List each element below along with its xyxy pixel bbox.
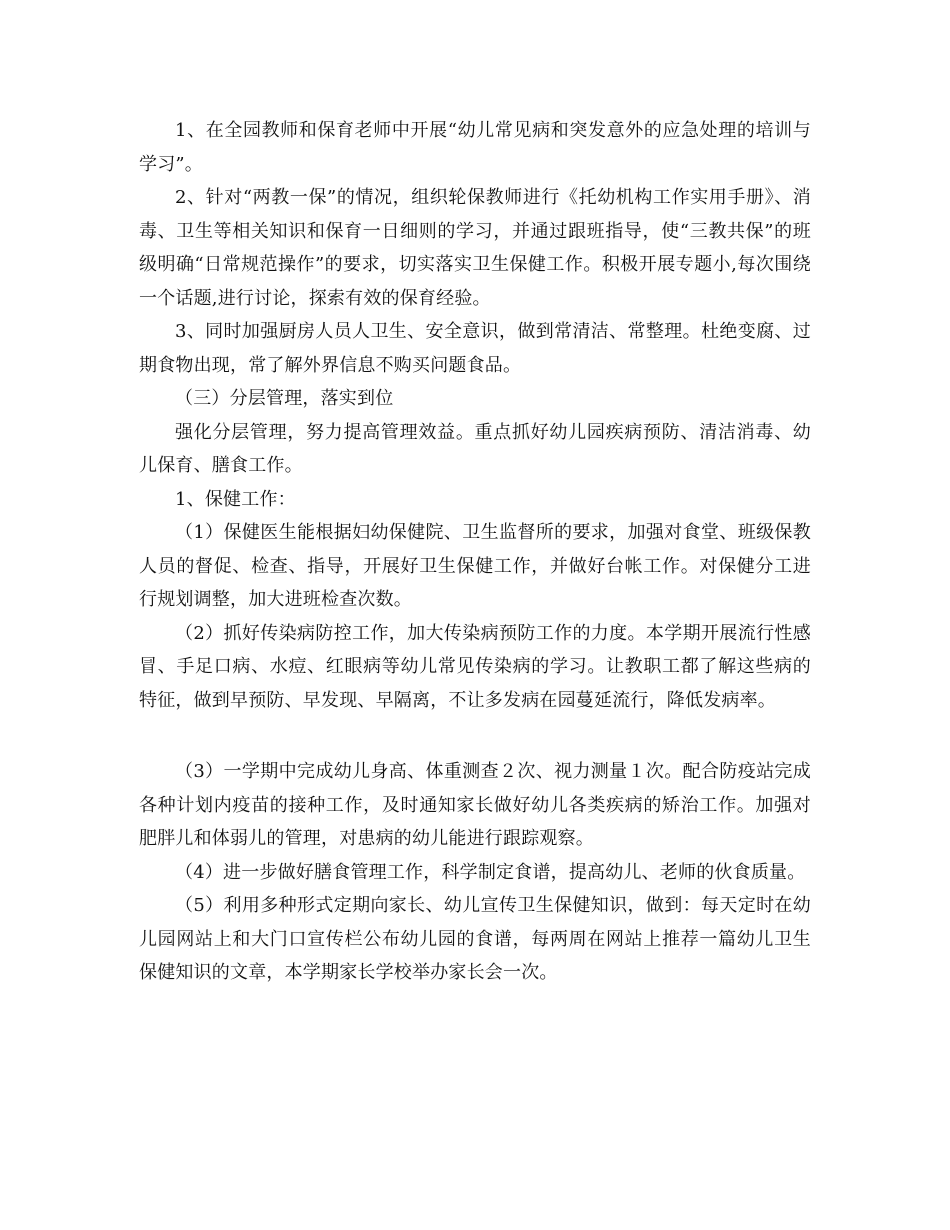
paragraph-gap [139, 717, 811, 755]
document-body [139, 114, 811, 990]
item-3: （3）一学期中完成幼儿身高、体重测查２次、视力测量１次。配合防疫站完成各种计划内疫苗的接种工作，及时通知家长做好幼儿各类疾病的矫治工作。加强对肥胖儿和体弱儿的管理，对患病的幼儿能进行跟踪观察。 [139, 761, 811, 849]
item-1: （1）保健医生能根据妇幼保健院、卫生监督所的要求，加强对食堂、班级保教人员的督促、检查、指导，开展好卫生保健工作，并做好台帐工作。对保健分工进行规划调整，加大进班检查次数。 [139, 522, 811, 610]
paragraph-5: 强化分层管理，努力提高管理效益。重点抓好幼儿园疾病预防、清洁消毒、幼儿保育、膳食工作。 [139, 421, 811, 476]
paragraph-1: 1、在全园教师和保育老师中开展“幼儿常见病和突发意外的应急处理的培训与学习”。 [139, 120, 811, 175]
section-heading-3: （三）分层管理，落实到位 [175, 388, 394, 409]
paragraph-3: 3、同时加强厨房人员人卫生、安全意识，做到常清洁、常整理。杜绝变腐、过期食物出现，常了解外界信息不购买问题食品。 [139, 321, 811, 376]
paragraph-2: 2、针对“两教一保”的情况，组织轮保教师进行《托幼机构工作实用手册》、消毒、卫生等相关知识和保育一日细则的学习，并通过跟班指导，使“三教共保”的班级明确“日常规范操作”的要求，切实落实卫生保健工作。积极开展专题小,每次围绕一个话题,进行讨论，探索有效的保育经验。 [139, 187, 811, 309]
item-5: （5）利用多种形式定期向家长、幼儿宣传卫生保健知识，做到：每天定时在幼儿园网站上和大门口宣传栏公布幼儿园的食谱，每两周在网站上推荐一篇幼儿卫生保健知识的文章，本学期家长学校举办家长会一次。 [139, 895, 811, 983]
subheading-health-work: 1、保健工作： [175, 488, 296, 510]
item-2: （2）抓好传染病防控工作，加大传染病预防工作的力度。本学期开展流行性感冒、手足口病、水痘、红眼病等幼儿常见传染病的学习。让教职工都了解这些病的特征，做到早预防、早发现、早隔离，不让多发病在园蔓延流行，降低发病率。 [139, 622, 811, 711]
item-4: （4）进一步做好膳食管理工作，科学制定食谱，提高幼儿、老师的伙食质量。 [175, 861, 806, 883]
